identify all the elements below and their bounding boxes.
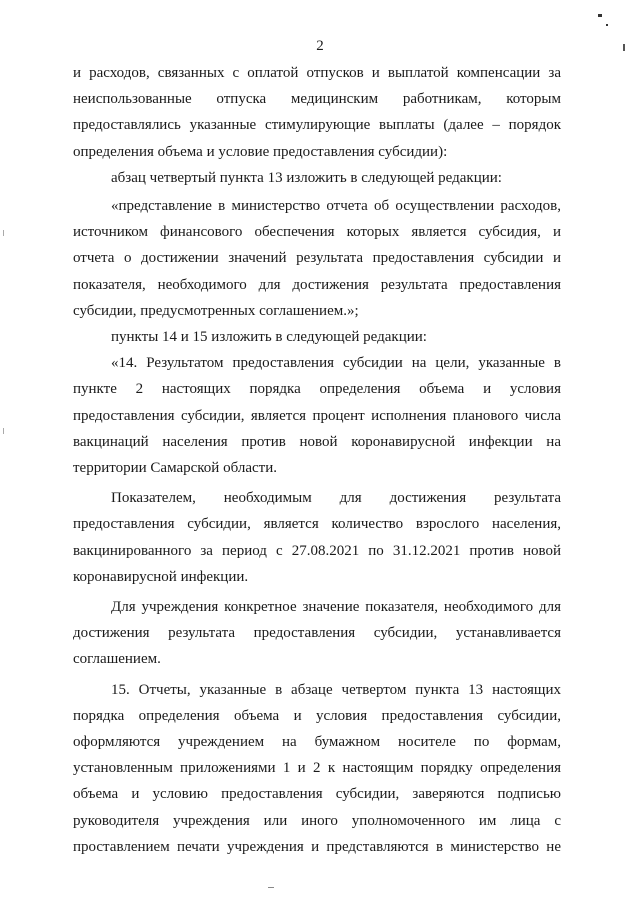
text-line: неиспользованные отпуска медицинским работникам, которым xyxy=(73,91,561,108)
text-line: определения объема и условие предоставления субсидии): xyxy=(73,143,448,160)
text-line: «представление в министерство отчета об осуществлении расходов, xyxy=(111,198,561,215)
text-line: отчета о достижении значений результата предоставления субсидии и xyxy=(73,250,561,267)
page-number: 2 xyxy=(316,38,324,54)
text-line: абзац четвертый пункта 13 изложить в следующей редакции: xyxy=(111,169,502,186)
text-line: показателя, необходимого для достижения результата предоставления xyxy=(73,276,561,293)
text-line: «14. Результатом предоставления субсидии на цели, указанные в xyxy=(111,355,561,372)
document-body xyxy=(73,60,561,860)
text-line: вакцинированного за период с 27.08.2021 по 31.12.2021 против новой xyxy=(73,542,561,559)
scan-speck xyxy=(3,230,4,236)
text-line: предоставления субсидии, является процент исполнения планового числа xyxy=(73,407,561,424)
text-line: источником финансового обеспечения которых является субсидия, и xyxy=(73,224,561,241)
text-line: коронавирусной инфекции. xyxy=(73,568,249,585)
text-line: 15. Отчеты, указанные в абзаце четвертом пункта 13 настоящих xyxy=(111,681,561,698)
text-line: субсидии, предусмотренных соглашением.»; xyxy=(73,302,359,319)
text-line: и расходов, связанных с оплатой отпусков и выплатой компенсации за xyxy=(73,65,561,81)
scan-speck xyxy=(598,14,602,17)
text-line: вакцинаций населения против новой коронавирусной инфекции на xyxy=(73,433,561,450)
text-line: руководителя учреждения или иного уполномоченного им лица с xyxy=(73,812,561,829)
text-line: Показателем, необходимым для достижения результата xyxy=(111,490,561,507)
text-line: предоставлялись указанные стимулирующие выплаты (далее – порядок xyxy=(73,117,561,134)
text-line: пункте 2 настоящих порядка определения объема и условия xyxy=(73,381,561,398)
text-line: установленным приложениями 1 и 2 к настоящим порядку определения xyxy=(73,760,561,777)
text-line: предоставления субсидии, является количество взрослого населения, xyxy=(73,516,561,533)
text-line: порядка определения объема и условия предоставления субсидии, xyxy=(73,707,561,724)
text-line: объема и условию предоставления субсидии, заверяются подписью xyxy=(73,786,561,803)
scan-speck xyxy=(268,887,274,888)
text-line: Для учреждения конкретное значение показателя, необходимого для xyxy=(111,599,561,616)
scan-speck xyxy=(606,24,608,26)
text-line: территории Самарской области. xyxy=(73,460,277,477)
text-line: достижения результата предоставления субсидии, устанавливается xyxy=(73,625,561,642)
text-line: соглашением. xyxy=(73,651,161,668)
text-line: оформляются учреждением на бумажном носителе по формам, xyxy=(73,734,561,751)
text-line: пункты 14 и 15 изложить в следующей редакции: xyxy=(111,329,427,346)
text-line: проставлением печати учреждения и представляются в министерство не xyxy=(73,838,561,855)
scan-speck xyxy=(3,428,4,434)
